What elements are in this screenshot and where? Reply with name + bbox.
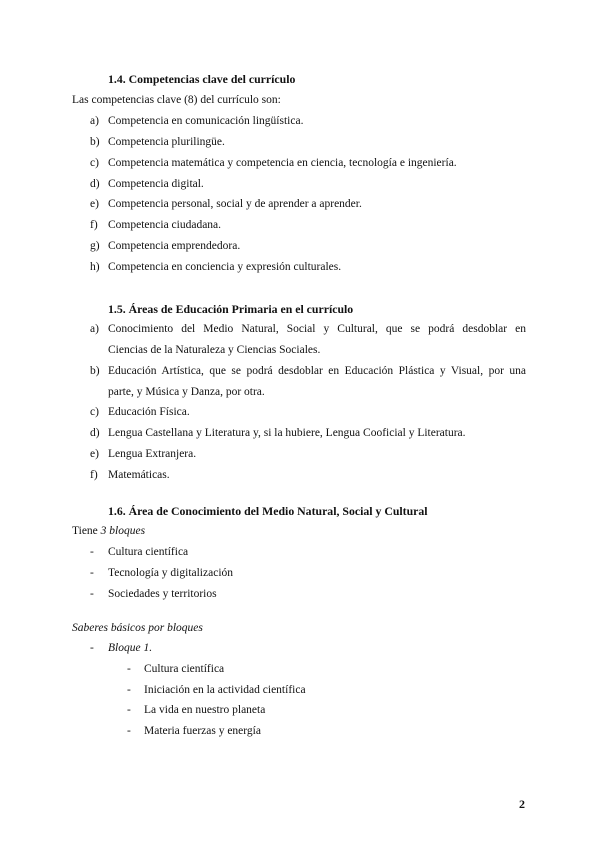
dash-marker: - [90, 588, 94, 600]
item-label: d) [90, 178, 100, 190]
item-text: Tecnología y digitalización [108, 567, 234, 579]
bloque-1-label: Bloque 1. [108, 642, 153, 654]
item-text: Lengua Castellana y Literatura y, si la hubiere, Lengua Cooficial y Literatura. [108, 427, 466, 439]
item-text-line2: parte, y Música y Danza, por otra. [108, 386, 265, 398]
item-text: Cultura científica [144, 663, 225, 675]
item-text: Competencia emprendedora. [108, 240, 241, 252]
dash-marker: - [127, 663, 131, 675]
item-text-line1: Conocimiento del Medio Natural, Social y Cultural, que se podrá desdoblar en [108, 323, 526, 335]
dash-marker: - [127, 725, 131, 737]
bloques-intro [72, 525, 145, 537]
item-text: Competencia matemática y competencia en ciencia, tecnología e ingeniería. [108, 157, 457, 169]
item-text-line2: Ciencias de la Naturaleza y Ciencias Sociales. [108, 344, 321, 356]
item-label: b) [90, 365, 100, 377]
item-text: Competencia en comunicación lingüística. [108, 115, 304, 127]
section-intro-1-4: Las competencias clave (8) del currículo son: [72, 94, 281, 106]
item-text: La vida en nuestro planeta [144, 704, 266, 716]
item-text: Competencia personal, social y de aprender a aprender. [108, 198, 362, 210]
dash-marker: - [127, 704, 131, 716]
item-label: h) [90, 261, 100, 273]
item-label: f) [90, 469, 98, 481]
item-text-line1: Educación Artística, que se podrá desdoblar en Educación Plástica y Visual, por una [108, 365, 526, 377]
item-text: Materia fuerzas y energía [144, 725, 261, 737]
item-label: g) [90, 240, 100, 252]
item-text: Competencia digital. [108, 178, 204, 190]
item-text: Lengua Extranjera. [108, 448, 197, 460]
item-label: c) [90, 406, 99, 418]
item-text: Matemáticas. [108, 469, 170, 481]
section-heading-1-6: 1.6. Área de Conocimiento del Medio Natural, Social y Cultural [108, 504, 428, 518]
item-label: d) [90, 427, 100, 439]
section-heading-1-4: 1.4. Competencias clave del currículo [108, 72, 296, 86]
item-text: Iniciación en la actividad científica [144, 684, 306, 696]
page-number: 2 [519, 797, 525, 811]
item-label: a) [90, 323, 99, 335]
item-text: Cultura científica [108, 546, 189, 558]
dash-marker: - [90, 567, 94, 579]
dash-marker: - [127, 684, 131, 696]
item-text: Competencia plurilingüe. [108, 136, 225, 148]
item-text: Sociedades y territorios [108, 588, 217, 600]
bloques-intro-count: 3 bloques [100, 525, 146, 537]
item-text: Competencia ciudadana. [108, 219, 222, 231]
item-text: Competencia en conciencia y expresión culturales. [108, 261, 342, 273]
item-label: b) [90, 136, 100, 148]
item-label: c) [90, 157, 99, 169]
item-text: Educación Física. [108, 406, 190, 418]
dash-marker: - [90, 642, 94, 654]
item-label: e) [90, 198, 99, 210]
saberes-title: Saberes básicos por bloques [72, 622, 203, 634]
item-label: a) [90, 115, 99, 127]
bloques-intro-prefix: Tiene [72, 525, 101, 537]
item-label: f) [90, 219, 98, 231]
section-heading-1-5: 1.5. Áreas de Educación Primaria en el currículo [108, 302, 354, 316]
dash-marker: - [90, 546, 94, 558]
item-label: e) [90, 448, 99, 460]
